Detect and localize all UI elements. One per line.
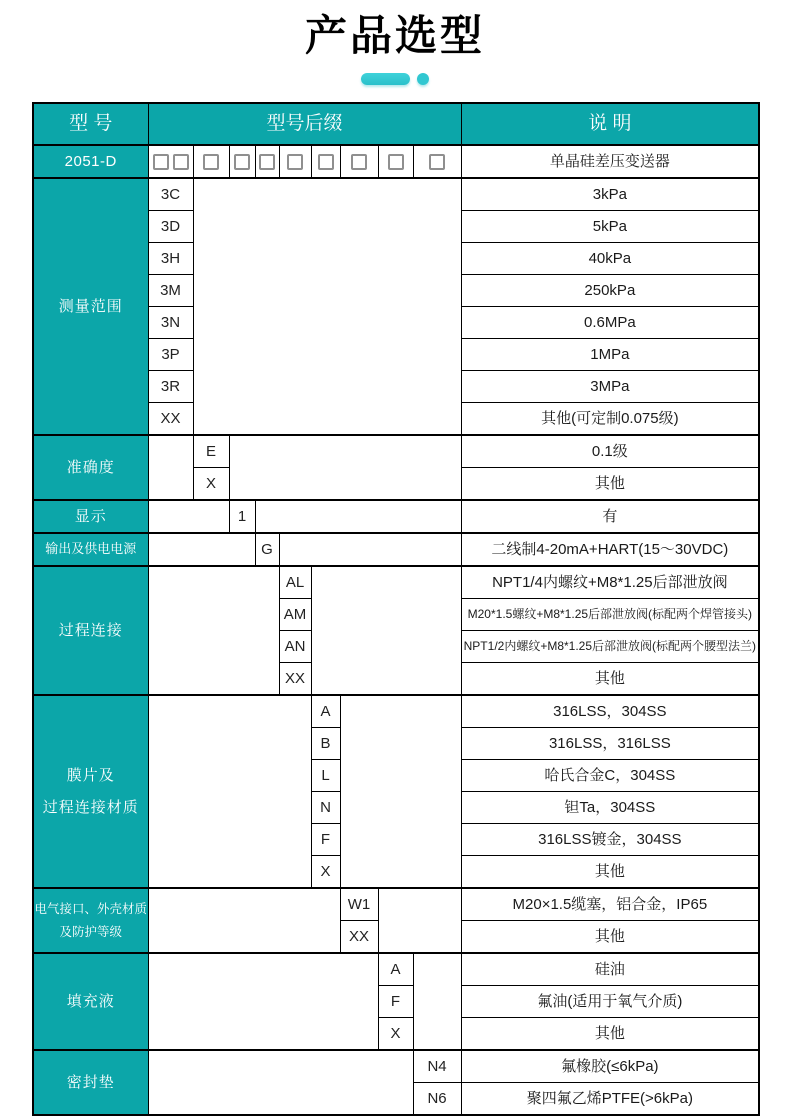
suffix-box-cell-diaphragm xyxy=(311,145,340,178)
underline-bar-icon xyxy=(361,73,410,85)
code-cell: AN xyxy=(279,631,311,663)
filler-cell xyxy=(148,435,193,500)
suffix-box-cell-process xyxy=(279,145,311,178)
desc-cell: 1MPa xyxy=(461,339,759,371)
code-cell: F xyxy=(311,824,340,856)
suffix-box-cell-fill xyxy=(378,145,413,178)
code-cell: B xyxy=(311,728,340,760)
code-cell: 3D xyxy=(148,211,193,243)
filler-cell xyxy=(279,533,461,566)
code-cell: AM xyxy=(279,599,311,631)
filler-cell xyxy=(148,500,229,533)
model-suffix-checkbox[interactable] xyxy=(234,154,250,170)
filler-cell xyxy=(193,178,461,435)
model-suffix-checkbox[interactable] xyxy=(351,154,367,170)
code-cell: G xyxy=(255,533,279,566)
code-cell: XX xyxy=(279,663,311,696)
desc-cell: 其他 xyxy=(461,856,759,889)
desc-cell: 其他(可定制0.075级) xyxy=(461,403,759,436)
suffix-box-cell-accuracy xyxy=(193,145,229,178)
code-cell: N6 xyxy=(413,1083,461,1116)
code-cell: E xyxy=(193,435,229,468)
label-output-power: 输出及供电电源 xyxy=(33,533,148,566)
suffix-box-cell-gasket xyxy=(413,145,461,178)
suffix-box-cell-electrical xyxy=(340,145,378,178)
desc-cell: 316LSS，316LSS xyxy=(461,728,759,760)
desc-cell: 氟油(适用于氧气介质) xyxy=(461,986,759,1018)
label-diaphragm-material: 膜片及 过程连接材质 xyxy=(33,695,148,888)
desc-cell: 聚四氟乙烯PTFE(>6kPa) xyxy=(461,1083,759,1116)
desc-cell: 5kPa xyxy=(461,211,759,243)
header-description: 说 明 xyxy=(461,103,759,145)
desc-cell: 哈氏合金C，304SS xyxy=(461,760,759,792)
desc-cell: 3kPa xyxy=(461,178,759,211)
code-cell: L xyxy=(311,760,340,792)
model-suffix-checkbox[interactable] xyxy=(287,154,303,170)
filler-cell xyxy=(148,888,340,953)
code-cell: 3N xyxy=(148,307,193,339)
underline-dot-icon xyxy=(417,73,429,85)
code-cell: XX xyxy=(340,921,378,954)
desc-cell: 单晶硅差压变送器 xyxy=(461,145,759,178)
code-cell: X xyxy=(378,1018,413,1051)
title-underline xyxy=(0,72,790,85)
code-cell: X xyxy=(193,468,229,501)
desc-cell: M20×1.5缆塞，铝合金，IP65 xyxy=(461,888,759,921)
code-cell: N4 xyxy=(413,1050,461,1083)
desc-cell: 其他 xyxy=(461,921,759,954)
code-cell: AL xyxy=(279,566,311,599)
code-cell: 3C xyxy=(148,178,193,211)
code-cell: N xyxy=(311,792,340,824)
filler-cell xyxy=(148,1050,413,1115)
desc-cell: NPT1/2内螺纹+M8*1.25后部泄放阀(标配两个腰型法兰) xyxy=(461,631,759,663)
filler-cell xyxy=(340,695,461,888)
code-cell: XX xyxy=(148,403,193,436)
code-cell: 3P xyxy=(148,339,193,371)
desc-cell: M20*1.5螺纹+M8*1.25后部泄放阀(标配两个焊管接头) xyxy=(461,599,759,631)
suffix-box-cell-range xyxy=(148,145,193,178)
code-cell: 3R xyxy=(148,371,193,403)
label-display: 显示 xyxy=(33,500,148,533)
model-suffix-checkbox[interactable] xyxy=(429,154,445,170)
code-cell: A xyxy=(378,953,413,986)
label-accuracy: 准确度 xyxy=(33,435,148,500)
filler-cell xyxy=(148,953,378,1050)
model-suffix-checkbox[interactable] xyxy=(259,154,275,170)
model-suffix-checkbox[interactable] xyxy=(388,154,404,170)
code-cell: A xyxy=(311,695,340,728)
label-electrical-housing: 电气接口、外壳材质 及防护等级 xyxy=(33,888,148,953)
model-suffix-checkbox[interactable] xyxy=(173,154,189,170)
filler-cell xyxy=(148,533,255,566)
label-gasket: 密封垫 xyxy=(33,1050,148,1115)
filler-cell xyxy=(229,435,461,500)
model-suffix-checkbox[interactable] xyxy=(318,154,334,170)
desc-cell: 钽Ta，304SS xyxy=(461,792,759,824)
filler-cell xyxy=(148,566,279,695)
filler-cell xyxy=(311,566,461,695)
header-model: 型 号 xyxy=(33,103,148,145)
model-number: 2051-D xyxy=(33,145,148,178)
desc-cell: 氟橡胶(≤6kPa) xyxy=(461,1050,759,1083)
code-cell: 1 xyxy=(229,500,255,533)
model-suffix-checkbox[interactable] xyxy=(153,154,169,170)
filler-cell xyxy=(255,500,461,533)
desc-cell: 其他 xyxy=(461,663,759,696)
desc-cell: 0.1级 xyxy=(461,435,759,468)
desc-cell: 有 xyxy=(461,500,759,533)
header-suffix: 型号后缀 xyxy=(148,103,461,145)
desc-cell: 250kPa xyxy=(461,275,759,307)
model-suffix-checkbox[interactable] xyxy=(203,154,219,170)
desc-cell: 其他 xyxy=(461,468,759,501)
label-fill-fluid: 填充液 xyxy=(33,953,148,1050)
code-cell: W1 xyxy=(340,888,378,921)
product-selection-table xyxy=(32,102,760,1116)
filler-cell xyxy=(413,953,461,1050)
desc-cell: 316LSS镀金，304SS xyxy=(461,824,759,856)
desc-cell: 硅油 xyxy=(461,953,759,986)
code-cell: 3H xyxy=(148,243,193,275)
suffix-box-cell-output xyxy=(255,145,279,178)
desc-cell: 0.6MPa xyxy=(461,307,759,339)
desc-cell: 二线制4-20mA+HART(15～30VDC) xyxy=(461,533,759,566)
desc-cell: 316LSS，304SS xyxy=(461,695,759,728)
label-process-connection: 过程连接 xyxy=(33,566,148,695)
page-title: 产品选型 xyxy=(304,12,485,59)
suffix-box-cell-display xyxy=(229,145,255,178)
label-measure-range: 测量范围 xyxy=(33,178,148,435)
code-cell: 3M xyxy=(148,275,193,307)
code-cell: X xyxy=(311,856,340,889)
code-cell: F xyxy=(378,986,413,1018)
desc-cell: 40kPa xyxy=(461,243,759,275)
desc-cell: 3MPa xyxy=(461,371,759,403)
filler-cell xyxy=(148,695,311,888)
desc-cell: 其他 xyxy=(461,1018,759,1051)
desc-cell: NPT1/4内螺纹+M8*1.25后部泄放阀 xyxy=(461,566,759,599)
filler-cell xyxy=(378,888,461,953)
